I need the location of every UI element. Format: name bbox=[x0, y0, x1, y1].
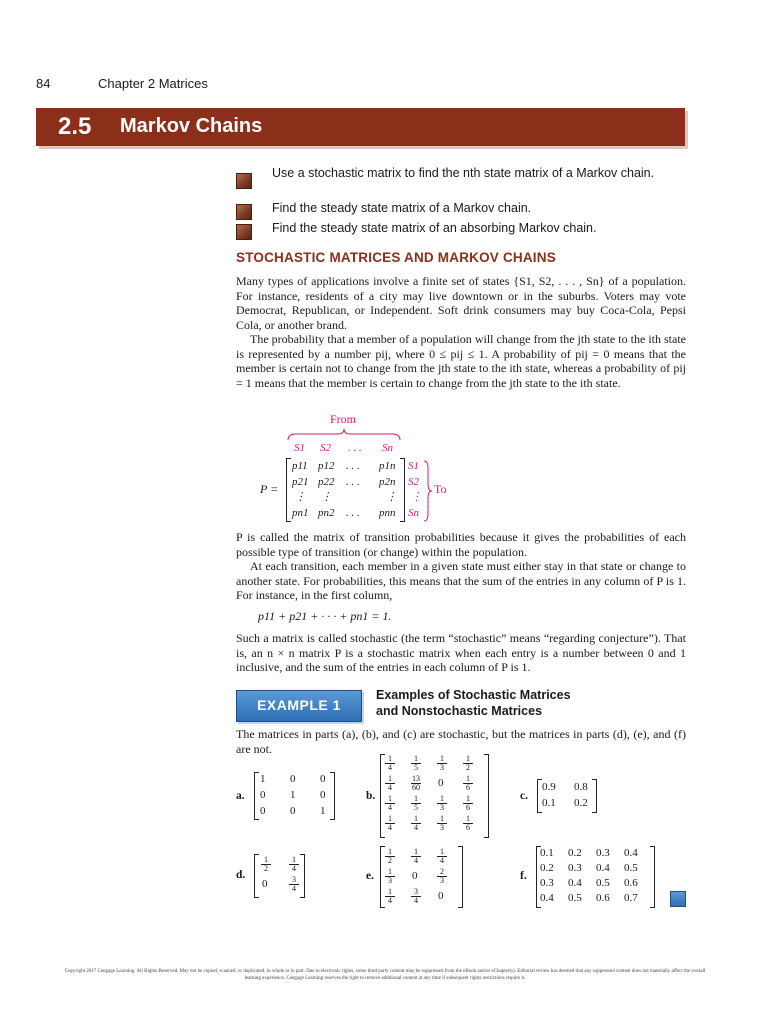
from-label: From bbox=[330, 412, 357, 426]
matrix-entry: 0 bbox=[320, 773, 326, 785]
paragraph-column-sum: At each transition, each member in a given state must either stay in that state or change to another state. For probabilities, this means that the sum of the entries in any column of P is 1. For instance, in the first column, bbox=[236, 559, 686, 603]
fraction-numerator: 1 bbox=[388, 847, 392, 856]
fraction-entry bbox=[410, 888, 422, 905]
matrix-entry: 0.2 bbox=[540, 862, 554, 874]
from-brace-icon bbox=[286, 428, 402, 442]
matrix-entry: 0.1 bbox=[542, 797, 556, 809]
page-number: 84 bbox=[36, 76, 51, 91]
matrix-label: b. bbox=[366, 790, 376, 802]
section-number: 2.5 bbox=[58, 113, 92, 140]
matrix-entry: 0.6 bbox=[596, 892, 610, 904]
fraction-entry bbox=[384, 848, 396, 865]
matrix-entry: 0.2 bbox=[574, 797, 588, 809]
matrix-cell: . . . bbox=[346, 507, 360, 519]
fraction-numerator: 1 bbox=[466, 794, 470, 803]
matrix-bracket-right bbox=[330, 772, 335, 820]
fraction-numerator: 1 bbox=[440, 814, 444, 823]
matrix-cell: pnn bbox=[379, 507, 396, 519]
matrix-cell: . . . bbox=[346, 476, 360, 488]
matrix-c bbox=[520, 778, 620, 812]
matrix-entry: 0.4 bbox=[624, 847, 638, 859]
matrix-entry: 0 bbox=[320, 789, 326, 801]
matrix-entry: 0.3 bbox=[540, 877, 554, 889]
matrix-entry: 0 bbox=[290, 805, 296, 817]
fraction-numerator: 1 bbox=[388, 794, 392, 803]
fraction-denominator: 4 bbox=[411, 856, 421, 865]
subsection-heading: STOCHASTIC MATRICES AND MARKOV CHAINS bbox=[236, 250, 556, 265]
matrix-bracket-right bbox=[484, 754, 489, 838]
state-top: S1 bbox=[294, 442, 305, 454]
matrix-bracket-right bbox=[592, 779, 597, 813]
fraction-denominator: 4 bbox=[411, 823, 421, 832]
fraction-denominator: 3 bbox=[437, 763, 447, 772]
matrix-entry: 0.8 bbox=[574, 781, 588, 793]
matrix-entry: 0 bbox=[438, 890, 444, 902]
matrix-entry: 0.5 bbox=[624, 862, 638, 874]
paragraph-stochastic-definition: Such a matrix is called stochastic (the term “stochastic” means “regarding conjecture”). That is, an n × n matrix P is a stochastic matrix when each entry is a number between 0 and 1 inclusive, and the sum of the entries in each column of P is 1. bbox=[236, 631, 686, 675]
state-top: Sn bbox=[382, 442, 393, 454]
copyright-footer: Copyright 2017 Cengage Learning. All Rights Reserved. May not be copied, scanned, or duplicated, in whole or in part. Due to electronic rights, some third party content may be suppressed from the eBook and/or eChapter(s). Editorial review has deemed that any suppressed content does not materially affect the overall learning experience. Cengage Learning reserves the right to remove additional content at any time if subsequent rights restrictions require it. bbox=[64, 969, 706, 981]
example-title-line: and Nonstochastic Matrices bbox=[376, 704, 543, 718]
fraction-entry bbox=[410, 815, 422, 832]
fraction-denominator: 4 bbox=[411, 896, 421, 905]
example-intro: The matrices in parts (a), (b), and (c) are stochastic, but the matrices in parts (d), (e), and (f) are not. bbox=[236, 727, 686, 756]
fraction-denominator: 3 bbox=[437, 823, 447, 832]
matrix-entry: 0 bbox=[438, 777, 444, 789]
matrix-entry: 0.3 bbox=[568, 862, 582, 874]
fraction-denominator: 2 bbox=[261, 864, 271, 873]
fraction-denominator: 2 bbox=[385, 856, 395, 865]
matrix-entry: 0 bbox=[260, 805, 266, 817]
fraction-numerator: 1 bbox=[388, 814, 392, 823]
fraction-denominator: 4 bbox=[385, 783, 395, 792]
fraction-denominator: 4 bbox=[385, 803, 395, 812]
fraction-entry bbox=[410, 848, 422, 865]
fraction-numerator: 13 bbox=[412, 774, 420, 783]
example-label: EXAMPLE 1 bbox=[257, 697, 341, 713]
state-right: S2 bbox=[408, 476, 419, 488]
matrix-cell: pn2 bbox=[318, 507, 335, 519]
matrix-label: e. bbox=[366, 870, 374, 882]
matrix-entry: 0.9 bbox=[542, 781, 556, 793]
fraction-denominator: 5 bbox=[411, 763, 421, 772]
state-top: S2 bbox=[320, 442, 331, 454]
objective-text: Find the steady state matrix of a Markov chain. bbox=[272, 201, 532, 215]
matrix-e bbox=[362, 844, 472, 908]
fraction-entry bbox=[436, 848, 448, 865]
fraction-entry bbox=[410, 755, 422, 772]
fraction-entry bbox=[436, 815, 448, 832]
fraction-numerator: 1 bbox=[388, 867, 392, 876]
state-right: Sn bbox=[408, 507, 419, 519]
matrix-cell: ⋮ bbox=[386, 491, 397, 503]
paragraph-states: Many types of applications involve a finite set of states {S1, S2, . . . , Sn} of a population. For instance, residents of a city may live downtown or in the suburbs. Voters may vote Democrat, Republican, or Independent. Soft drink consumers may buy Coca-Cola, Pepsi Cola, or another brand. bbox=[236, 274, 686, 332]
example-badge bbox=[236, 690, 362, 722]
fraction-numerator: 1 bbox=[414, 754, 418, 763]
objective-bullet-icon bbox=[236, 173, 252, 189]
fraction-denominator: 6 bbox=[463, 803, 473, 812]
matrix-bracket-right bbox=[400, 458, 405, 522]
matrix-cell: ⋮ bbox=[295, 491, 306, 503]
fraction-entry bbox=[410, 795, 422, 812]
matrix-entry: 0 bbox=[290, 773, 296, 785]
fraction-denominator: 60 bbox=[412, 783, 420, 792]
matrix-entry: 0 bbox=[260, 789, 266, 801]
matrix-bracket-left bbox=[286, 458, 291, 522]
fraction-entry bbox=[384, 755, 396, 772]
fraction-denominator: 6 bbox=[463, 783, 473, 792]
transition-matrix-figure bbox=[236, 410, 496, 530]
matrix-d bbox=[236, 852, 326, 898]
fraction-denominator: 4 bbox=[385, 896, 395, 905]
matrix-cell: p1n bbox=[379, 460, 396, 472]
state-top: . . . bbox=[348, 442, 362, 454]
matrix-entry: 0.2 bbox=[568, 847, 582, 859]
fraction-numerator: 1 bbox=[414, 794, 418, 803]
fraction-denominator: 2 bbox=[463, 763, 473, 772]
fraction-entry bbox=[384, 815, 396, 832]
fraction-numerator: 1 bbox=[388, 754, 392, 763]
fraction-numerator: 1 bbox=[292, 855, 296, 864]
matrix-bracket-right bbox=[300, 854, 305, 898]
fraction-entry bbox=[462, 755, 474, 772]
fraction-numerator: 2 bbox=[440, 867, 444, 876]
fraction-denominator: 4 bbox=[437, 856, 447, 865]
matrix-entry: 0.4 bbox=[540, 892, 554, 904]
matrix-label: f. bbox=[520, 870, 527, 882]
matrix-label: a. bbox=[236, 790, 245, 802]
fraction-numerator: 1 bbox=[466, 754, 470, 763]
matrix-cell: p12 bbox=[318, 460, 335, 472]
fraction-numerator: 3 bbox=[414, 887, 418, 896]
fraction-entry bbox=[384, 795, 396, 812]
matrix-entry: 0 bbox=[412, 870, 418, 882]
fraction-entry bbox=[288, 876, 300, 893]
fraction-denominator: 4 bbox=[289, 884, 299, 893]
matrix-cell: . . . bbox=[346, 460, 360, 472]
example-end-icon bbox=[670, 891, 686, 907]
matrix-cell: p21 bbox=[292, 476, 309, 488]
example-title bbox=[376, 687, 636, 719]
matrix-bracket-right bbox=[458, 846, 463, 908]
fraction-numerator: 1 bbox=[466, 774, 470, 783]
fraction-entry bbox=[384, 888, 396, 905]
section-title: Markov Chains bbox=[120, 115, 263, 137]
state-right: S1 bbox=[408, 460, 419, 472]
fraction-entry bbox=[462, 775, 474, 792]
fraction-numerator: 1 bbox=[440, 847, 444, 856]
matrix-cell: p22 bbox=[318, 476, 335, 488]
fraction-numerator: 1 bbox=[414, 847, 418, 856]
fraction-entry bbox=[436, 795, 448, 812]
fraction-entry bbox=[410, 775, 422, 792]
matrix-bracket-right bbox=[650, 846, 655, 908]
objective-bullet-icon bbox=[236, 224, 252, 240]
fraction-numerator: 1 bbox=[440, 794, 444, 803]
fraction-numerator: 1 bbox=[466, 814, 470, 823]
fraction-denominator: 3 bbox=[437, 876, 447, 885]
matrix-entry: 0.1 bbox=[540, 847, 554, 859]
fraction-entry bbox=[384, 775, 396, 792]
fraction-numerator: 1 bbox=[388, 774, 392, 783]
objective-bullet-icon bbox=[236, 204, 252, 220]
matrix-entry: 1 bbox=[320, 805, 326, 817]
paragraph-transition: P is called the matrix of transition probabilities because it gives the probabilities of each possible type of transition (or change) within the population. bbox=[236, 530, 686, 559]
fraction-entry bbox=[288, 856, 300, 873]
matrix-f bbox=[520, 844, 670, 908]
fraction-denominator: 5 bbox=[411, 803, 421, 812]
matrix-bracket-left bbox=[254, 854, 259, 898]
matrix-entry: 1 bbox=[260, 773, 266, 785]
column-sum-equation: p11 + p21 + · · · + pn1 = 1. bbox=[258, 609, 392, 623]
matrix-entry: 0.7 bbox=[624, 892, 638, 904]
fraction-denominator: 3 bbox=[437, 803, 447, 812]
fraction-numerator: 1 bbox=[264, 855, 268, 864]
matrix-b bbox=[362, 752, 502, 838]
matrix-entry: 0.4 bbox=[596, 862, 610, 874]
matrix-label: d. bbox=[236, 869, 246, 881]
to-brace-icon bbox=[422, 460, 434, 522]
matrix-cell: p2n bbox=[379, 476, 396, 488]
objective-text: Find the steady state matrix of an absorbing Markov chain. bbox=[272, 221, 597, 235]
fraction-numerator: 1 bbox=[440, 754, 444, 763]
fraction-denominator: 4 bbox=[385, 763, 395, 772]
objective-text: Use a stochastic matrix to find the nth state matrix of a Markov chain. bbox=[272, 166, 655, 180]
matrix-entry: 0.6 bbox=[624, 877, 638, 889]
fraction-entry bbox=[462, 795, 474, 812]
fraction-entry bbox=[436, 868, 448, 885]
to-label: To bbox=[434, 482, 447, 496]
matrix-a bbox=[236, 770, 346, 820]
chapter-label: Chapter 2 Matrices bbox=[98, 76, 208, 91]
matrix-entry: 0.4 bbox=[568, 877, 582, 889]
example-title-line: Examples of Stochastic Matrices bbox=[376, 688, 571, 702]
matrix-bracket-left bbox=[254, 772, 259, 820]
fraction-denominator: 6 bbox=[463, 823, 473, 832]
matrix-entry: 0.5 bbox=[596, 877, 610, 889]
paragraph-probability: The probability that a member of a population will change from the jth state to the ith state is represented by a number pij, where 0 ≤ pij ≤ 1. A probability of pij = 0 means that the member is certain not to change from the jth state to the ith state, whereas a probability of pij = 1 means that the member is certain to change from the jth state to the ith state. bbox=[236, 332, 686, 390]
fraction-denominator: 4 bbox=[385, 823, 395, 832]
fraction-denominator: 4 bbox=[289, 864, 299, 873]
matrix-label: c. bbox=[520, 790, 528, 802]
matrix-entry: 0.3 bbox=[596, 847, 610, 859]
p-equals-label: P = bbox=[260, 482, 279, 496]
matrix-cell: ⋮ bbox=[321, 491, 332, 503]
fraction-numerator: 3 bbox=[292, 875, 296, 884]
matrix-entry: 0.5 bbox=[568, 892, 582, 904]
section-banner bbox=[36, 108, 685, 146]
fraction-entry bbox=[384, 868, 396, 885]
fraction-numerator: 1 bbox=[388, 887, 392, 896]
matrix-cell: p11 bbox=[292, 460, 308, 472]
fraction-entry bbox=[436, 755, 448, 772]
matrix-cell: pn1 bbox=[292, 507, 309, 519]
state-right: ⋮ bbox=[411, 491, 422, 503]
matrix-entry: 0 bbox=[262, 878, 268, 890]
fraction-entry bbox=[260, 856, 272, 873]
fraction-entry bbox=[462, 815, 474, 832]
fraction-numerator: 1 bbox=[414, 814, 418, 823]
matrix-entry: 1 bbox=[290, 789, 296, 801]
fraction-denominator: 3 bbox=[385, 876, 395, 885]
